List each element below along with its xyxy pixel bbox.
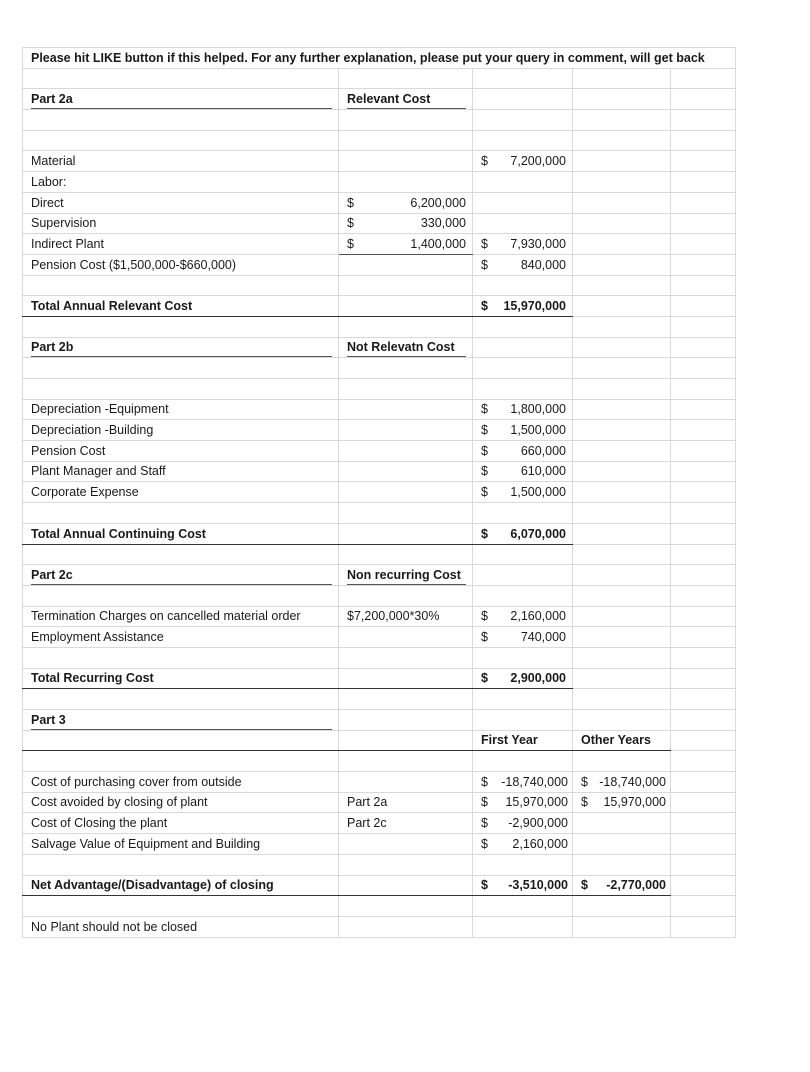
row-label[interactable]: Supervision [23,213,339,234]
net-other-years-amount: -2,770,000 [606,878,666,893]
cost-analysis-table [22,47,736,938]
empty-row [23,647,736,668]
amount: 330,000 [420,216,466,231]
first-year-amount: -2,900,000 [508,816,568,831]
currency-symbol: $ [481,298,488,313]
row-label[interactable]: Cost avoided by closing of plant [23,792,339,813]
table-row [23,482,736,503]
row-label[interactable]: Plant Manager and Staff [23,461,339,482]
currency-symbol: $ [481,423,488,438]
part2b-title: Part 2b [31,339,332,357]
row-label[interactable]: Material [23,151,339,172]
currency-symbol: $ [347,216,354,231]
row-label[interactable]: Pension Cost ($1,500,000-$660,000) [23,254,339,275]
table-row [23,151,736,172]
banner-row [23,48,736,69]
table-row [23,399,736,420]
banner-text[interactable]: Please hit LIKE button if this helped. For any further explanation, please put your query in comment, will get back [23,48,736,69]
amount: 1,500,000 [510,485,566,500]
total-label[interactable]: Total Annual Relevant Cost [23,296,339,317]
amount: 7,200,000 [510,154,566,169]
amount: 2,160,000 [510,609,566,624]
first-year-amount: -18,740,000 [501,774,568,789]
currency-symbol: $ [481,485,488,500]
currency-symbol: $ [481,464,488,479]
table-row [23,792,736,813]
total-amount: 6,070,000 [510,526,566,541]
table-row [23,420,736,441]
row-label[interactable]: Salvage Value of Equipment and Building [23,834,339,855]
column-header-other-years[interactable]: Other Years [573,730,671,751]
part3-column-header-row [23,730,736,751]
part2c-column-header: Non recurring Cost [347,567,466,585]
row-label[interactable]: Indirect Plant [23,234,339,255]
table-row [23,192,736,213]
total-row [23,668,736,689]
currency-symbol: $ [347,236,354,251]
reference[interactable] [339,772,473,793]
currency-symbol: $ [481,671,488,686]
amount: 840,000 [520,257,566,272]
empty-row [23,751,736,772]
column-header-first-year[interactable]: First Year [473,730,573,751]
row-label[interactable]: Depreciation -Building [23,420,339,441]
formula-note[interactable]: $7,200,000*30% [339,606,473,627]
currency-symbol: $ [481,816,488,831]
currency-symbol: $ [481,154,488,169]
amount: 610,000 [520,464,566,479]
part2b-column-header: Not Relevatn Cost [347,339,466,357]
table-row [23,254,736,275]
total-row [23,523,736,544]
empty-row [23,110,736,131]
spreadsheet [22,47,735,938]
amount: 1,500,000 [510,423,566,438]
total-row [23,296,736,317]
empty-row [23,854,736,875]
reference[interactable] [339,834,473,855]
currency-symbol: $ [481,836,488,851]
table-row [23,627,736,648]
other-years-amount: 15,970,000 [603,795,666,810]
amount: 740,000 [520,629,566,644]
first-year-amount: 15,970,000 [505,795,568,810]
empty-row [23,544,736,565]
currency-symbol: $ [481,526,488,541]
empty-row [23,68,736,89]
empty-row [23,896,736,917]
amount: 7,930,000 [510,236,566,251]
conclusion-text[interactable]: No Plant should not be closed [23,916,339,937]
row-label[interactable]: Cost of Closing the plant [23,813,339,834]
currency-symbol: $ [481,443,488,458]
amount: 1,800,000 [510,402,566,417]
part2c-title: Part 2c [31,567,332,585]
total-label[interactable]: Total Annual Continuing Cost [23,523,339,544]
net-first-year-amount: -3,510,000 [508,878,568,893]
reference[interactable]: Part 2c [339,813,473,834]
currency-symbol: $ [481,774,488,789]
empty-row [23,689,736,710]
currency-symbol: $ [347,195,354,210]
row-label[interactable]: Depreciation -Equipment [23,399,339,420]
amount: 1,400,000 [410,236,466,251]
empty-row [23,316,736,337]
other-years-amount: -18,740,000 [599,774,666,789]
currency-symbol: $ [481,402,488,417]
table-row [23,813,736,834]
amount: 6,200,000 [410,195,466,210]
net-advantage-label[interactable]: Net Advantage/(Disadvantage) of closing [23,875,339,896]
currency-symbol: $ [481,257,488,272]
table-row [23,172,736,193]
table-row [23,606,736,627]
part3-header-row [23,710,736,731]
part2a-header-row [23,89,736,110]
total-label[interactable]: Total Recurring Cost [23,668,339,689]
empty-row [23,585,736,606]
first-year-amount: 2,160,000 [512,836,568,851]
empty-row [23,379,736,400]
reference[interactable]: Part 2a [339,792,473,813]
part2b-header-row [23,337,736,358]
total-amount: 15,970,000 [503,298,566,313]
amount: 660,000 [520,443,566,458]
row-label[interactable]: Termination Charges on cancelled material order [23,606,339,627]
currency-symbol: $ [481,629,488,644]
currency-symbol: $ [481,609,488,624]
row-label[interactable]: Labor: [23,172,339,193]
row-label[interactable]: Direct [23,192,339,213]
currency-symbol: $ [481,795,488,810]
currency-symbol: $ [581,774,588,789]
currency-symbol: $ [481,236,488,251]
conclusion-row [23,916,736,937]
empty-row [23,503,736,524]
part3-title: Part 3 [31,712,332,730]
part2c-header-row [23,565,736,586]
table-row [23,213,736,234]
row-label[interactable]: Pension Cost [23,441,339,462]
currency-symbol: $ [581,878,588,893]
table-row [23,441,736,462]
net-advantage-row [23,875,736,896]
empty-row [23,358,736,379]
total-amount: 2,900,000 [510,671,566,686]
empty-row [23,275,736,296]
part2a-column-header: Relevant Cost [347,91,466,109]
table-row [23,234,736,255]
currency-symbol: $ [481,878,488,893]
row-label[interactable]: Corporate Expense [23,482,339,503]
table-row [23,834,736,855]
row-label[interactable]: Cost of purchasing cover from outside [23,772,339,793]
part2a-title: Part 2a [31,91,332,109]
row-label[interactable]: Employment Assistance [23,627,339,648]
table-row [23,772,736,793]
empty-row [23,130,736,151]
table-row [23,461,736,482]
currency-symbol: $ [581,795,588,810]
